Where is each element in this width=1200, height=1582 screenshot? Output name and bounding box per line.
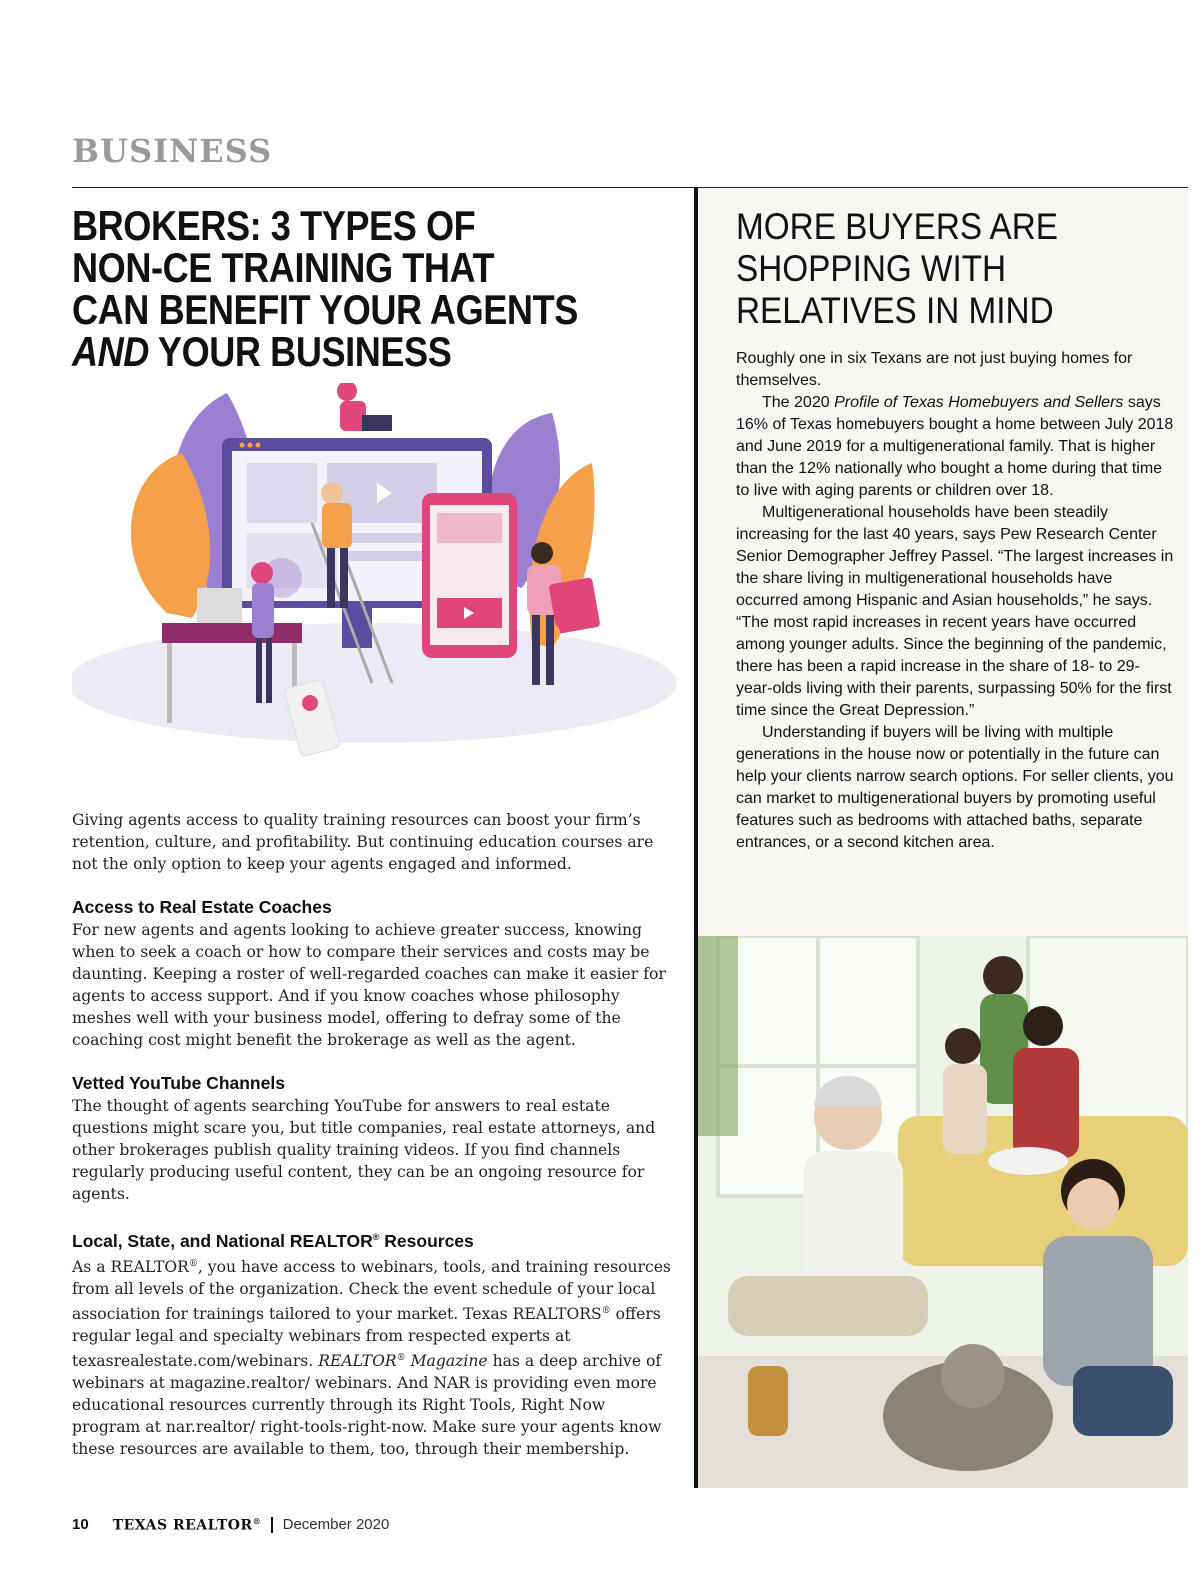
magazine-name: TEXAS REALTOR® [112,1516,262,1534]
article-column [72,202,677,1459]
sidebar-paragraph: The 2020 Profile of Texas Homebuyers and Sellers says 16% of Texas homebuyers bought a home between July 2018 and June 2019 for a multigenerational family. That is higher than the 12% nationally who bought a home during that time to live with aging parents or children over 18. [736,394,1174,499]
sidebar-paragraph: Multigenerational households have been steadily increasing for the last 40 years, says Pew Research Center Senior Demographer Jeffrey Passel. “The largest increases in the share living in multigenerational households have occurred among Hispanic and Asian households,” he says. “The most rapid increases in recent years have occurred among younger adults. Since the beginning of the pandemic, there has been a rapid increase in the share of 18- to 29-year-olds living with their parents, surpassing 50% for the first time since the Great Depression.” [736,504,1174,719]
laptop [362,415,392,431]
footer-separator [271,1517,273,1533]
page-footer [72,1516,389,1534]
family-photo [698,936,1188,1488]
section-body-coaches: For new agents and agents looking to achieve greater success, knowing when to seek a coach or how to compare their services and costs may be daunting. Keeping a roster of well-regarded coaches can make it easier for agents to access support. And if you know coaches whose philosophy meshes well with your business model, offering to defray some of the coaching cost might benefit the brokerage as well as the agent. [72,921,666,1049]
page-number: 10 [72,1516,89,1534]
sidebar-paragraph: Understanding if buyers will be living with multiple generations in the house now or potentially in the future can help your clients narrow search options. For seller clients, you can market to multigenerational buyers by promoting useful features such as bedrooms with attached baths, separate entrances, or a second kitchen area. [736,724,1174,851]
section-heading-youtube: Vetted YouTube Channels [72,1073,285,1093]
sidebar-paragraph: Roughly one in six Texans are not just buying homes for themselves. [736,350,1133,389]
section-label: BUSINESS [72,132,273,170]
article-headline: BROKERS: 3 TYPES OF NON-CE TRAINING THAT CAN BENEFIT YOUR AGENTS AND YOUR BUSINESS [72,202,578,375]
headline-emphasis: AND [72,328,149,375]
section-body-realtor-resources: As a REALTOR®, you have access to webinars, tools, and training resources from all levels of the organization. Check the event schedule of your local association for trainings tailored to your market. Texas REALTORS® offers regular legal and specialty webinars from respected experts at texasrealestate.com/webinars. REALTOR® Magazine has a deep archive of webinars at magazine.realtor/ webinars. And NAR is providing even more educational resources currently through its Right Tools, Right Now program at nar.realtor/ right-tools-right-now. Make sure your agents know these resources are available to them, too, through their membership. [72,1258,671,1459]
article-body [72,809,677,1480]
sidebar-title: MORE BUYERS ARE SHOPPING WITH RELATIVES IN MIND [736,206,1058,331]
sidebar-box [698,188,1188,936]
article-intro: Giving agents access to quality training resources can boost your firm’s retention, culture, and profitability. But continuing education courses are not the only option to keep your agents engaged and informed. [72,811,654,873]
sidebar-body [736,348,1176,854]
training-illustration [72,383,677,773]
section-heading-coaches: Access to Real Estate Coaches [72,897,332,917]
desk [162,623,302,643]
computer [197,588,242,623]
section-body-youtube: The thought of agents searching YouTube for answers to real estate questions might scare you, but title companies, real estate attorneys, and other brokerages publish quality training videos. If you find channels regularly producing useful content, they can be an ongoing resource for agents. [72,1097,656,1203]
issue-date: December 2020 [282,1516,390,1534]
section-heading-realtor-resources: Local, State, and National REALTOR® Resources [72,1230,474,1251]
